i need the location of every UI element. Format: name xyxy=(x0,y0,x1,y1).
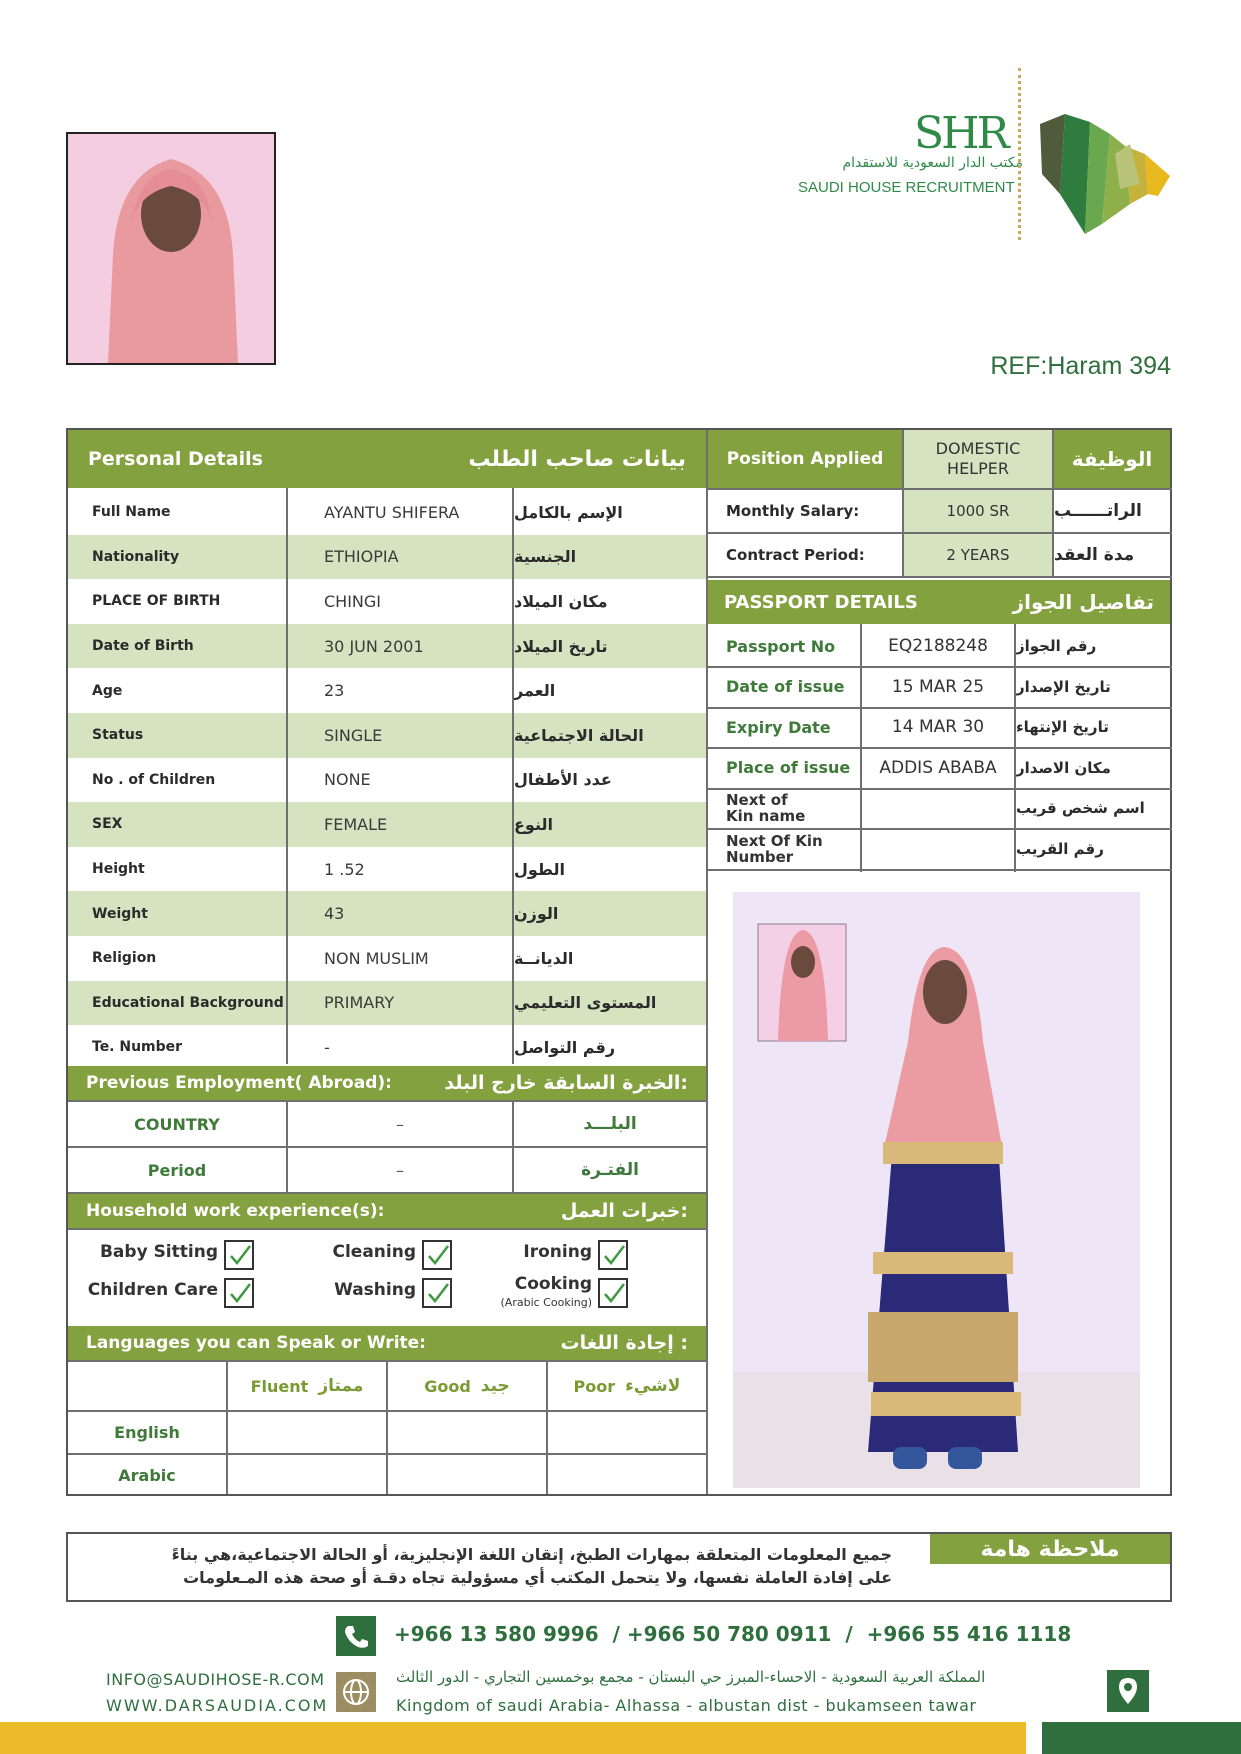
personal-row-arabic: الإسم بالكامل xyxy=(514,502,623,522)
language-level-cell[interactable] xyxy=(548,1412,706,1453)
personal-row-value: 30 JUN 2001 xyxy=(324,636,424,656)
email: INFO@SAUDIHOSE-R.COM xyxy=(106,1670,325,1689)
personal-row-arabic: الحالة الاجتماعية xyxy=(514,725,644,745)
position-label xyxy=(708,430,902,488)
position-row-arabic: الراتــــــب xyxy=(1054,501,1142,521)
household-title-ar: خبرات العمل: xyxy=(560,1200,688,1222)
personal-row-value: NONE xyxy=(324,770,371,790)
passport-row-arabic: اسم شخص قريب xyxy=(1016,799,1145,817)
household-item-sublabel: (Arabic Cooking) xyxy=(500,1296,592,1309)
logo-english-name: SAUDI HOUSE RECRUITMENT xyxy=(798,179,1015,196)
passport-row-value: 15 MAR 25 xyxy=(891,676,985,697)
personal-row-value: 23 xyxy=(324,681,345,701)
position-row-value: 1000 SR xyxy=(904,490,1052,532)
passport-row-value xyxy=(862,788,1014,828)
language-level-cell[interactable] xyxy=(228,1412,386,1453)
prev-employment-arabic: الفتـرة xyxy=(581,1160,639,1180)
position-label-ar-text: الوظيفة xyxy=(1071,447,1153,471)
checkmark-icon xyxy=(602,1281,626,1305)
personal-row-label: PLACE OF BIRTH xyxy=(92,593,221,610)
personal-row-label: Te. Number xyxy=(92,1039,183,1056)
passport-row-label: Expiry Date xyxy=(726,717,831,737)
company-logo xyxy=(780,60,1190,240)
logo-monogram: SHR xyxy=(914,108,1007,159)
household-item-label: Children Care xyxy=(87,1280,218,1300)
divider xyxy=(860,624,862,872)
passport-title-en: PASSPORT DETAILS xyxy=(724,591,918,613)
address-english: Kingdom of saudi Arabia- Alhassa - albustan dist - bukamseen tawar xyxy=(396,1696,977,1715)
language-level-en: Fluent xyxy=(250,1376,309,1396)
language-level-header xyxy=(228,1362,386,1410)
note-title xyxy=(930,1534,1170,1564)
position-row-label: Monthly Salary: xyxy=(726,502,860,520)
footer-bar-yellow xyxy=(0,1722,1026,1754)
personal-row-value: 43 xyxy=(324,904,345,924)
divider xyxy=(512,1100,514,1194)
household-title-en: Household work experience(s): xyxy=(86,1201,385,1221)
personal-row-arabic: الطول xyxy=(514,859,565,879)
household-header xyxy=(68,1194,706,1228)
portrait-figure xyxy=(68,134,274,363)
divider xyxy=(68,1100,706,1102)
phone-numbers: +966 13 580 9996 / +966 50 780 0911 / +966 55 416 1118 xyxy=(394,1622,1072,1646)
personal-details-header xyxy=(68,430,706,488)
logo-dotted-divider xyxy=(1018,68,1021,240)
logo-map-icon xyxy=(1030,84,1190,244)
household-item-label: Ironing xyxy=(523,1242,592,1262)
personal-row-arabic: تاريخ الميلاد xyxy=(514,636,608,656)
previous-employment-title-en: Previous Employment( Abroad): xyxy=(86,1073,392,1093)
personal-details-title-en: Personal Details xyxy=(88,448,263,470)
divider xyxy=(68,1228,706,1230)
full-body-photo xyxy=(733,892,1140,1488)
reference-number: REF:Haram 394 xyxy=(990,352,1171,380)
passport-row-arabic: رقم الجواز xyxy=(1016,637,1097,655)
passport-title-ar: تفاصيل الجواز xyxy=(1012,590,1154,614)
personal-row-label: Height xyxy=(92,861,145,878)
language-level-ar: ممتاز xyxy=(318,1376,364,1396)
personal-row-label: Educational Background xyxy=(92,994,284,1011)
languages-title-en: Languages you can Speak or Write: xyxy=(86,1333,426,1353)
position-label-text: Position Applied xyxy=(726,449,884,469)
passport-row-arabic: مكان الاصدار xyxy=(1016,758,1111,777)
language-level-cell[interactable] xyxy=(388,1412,546,1453)
personal-row-arabic: النوع xyxy=(514,814,553,834)
language-level-cell[interactable] xyxy=(548,1455,706,1496)
divider xyxy=(226,1360,228,1494)
divider xyxy=(512,488,514,1064)
prev-employment-value: – xyxy=(396,1114,404,1134)
full-body-figure xyxy=(733,892,1140,1488)
footer-bar-green xyxy=(1042,1722,1241,1754)
divider xyxy=(286,488,288,1064)
divider xyxy=(706,430,708,1494)
divider xyxy=(546,1360,548,1494)
note-title-text: ملاحظة هامة xyxy=(980,1536,1120,1562)
household-item-label: Baby Sitting xyxy=(99,1242,218,1262)
passport-row-value: ADDIS ABABA xyxy=(879,757,997,778)
language-name: Arabic xyxy=(118,1466,176,1485)
household-item-label: Washing xyxy=(334,1280,416,1300)
prev-employment-label: COUNTRY xyxy=(134,1114,220,1134)
personal-row-label: Religion xyxy=(92,950,157,967)
divider xyxy=(706,576,1172,578)
language-name: English xyxy=(114,1423,180,1442)
position-label-ar xyxy=(1054,430,1170,488)
checkmark-icon xyxy=(602,1243,626,1267)
personal-row-label: Nationality xyxy=(92,548,180,565)
address-arabic: المملكة العربية السعودية - الاحساء-المبرز حي البستان - مجمع بوخمسين التجاري - الدور الثالث xyxy=(396,1668,986,1686)
language-level-ar: جيد xyxy=(480,1376,510,1396)
personal-row-arabic: الديانــة xyxy=(514,948,574,968)
divider xyxy=(902,430,904,578)
languages-title-ar: إجادة اللغات : xyxy=(560,1332,688,1354)
personal-row-label: Status xyxy=(92,727,144,744)
position-value-text: DOMESTIC HELPER xyxy=(935,439,1021,478)
languages-header xyxy=(68,1326,706,1360)
personal-row-value: - xyxy=(324,1037,330,1057)
passport-row-arabic: تاريخ الإصدار xyxy=(1016,677,1111,696)
language-level-header xyxy=(548,1362,706,1410)
passport-row-label: Next Of Kin Number xyxy=(726,831,823,866)
personal-row-label: Date of Birth xyxy=(92,638,194,655)
position-value xyxy=(904,430,1052,488)
website: WWW.DARSAUDIA.COM xyxy=(106,1696,329,1715)
personal-row-arabic: عدد الأطفال xyxy=(514,770,612,790)
household-item-label: Cooking xyxy=(514,1274,592,1294)
personal-row-label: SEX xyxy=(92,816,123,833)
personal-row-arabic: الوزن xyxy=(514,904,559,924)
language-level-cell[interactable] xyxy=(228,1455,386,1496)
personal-row-value: CHINGI xyxy=(324,591,382,611)
language-level-cell[interactable] xyxy=(388,1455,546,1496)
note-line-2: على إفادة العاملة نفسها، ولا يتحمل المكتب أي مسؤولية تجاه دقـة أو صحة هذه المـعلومات xyxy=(183,1568,892,1587)
personal-row-label: Age xyxy=(92,682,123,699)
personal-row-value: 1 .52 xyxy=(324,859,365,879)
position-row-arabic: مدة العقد xyxy=(1054,545,1135,565)
note-line-1: جميع المعلومات المتعلقة بمهارات الطبخ، إتقان اللغة الإنجليزية، أو الحالة الاجتماعية،هي بناءً xyxy=(171,1545,892,1564)
language-level-en: Good xyxy=(424,1376,471,1396)
personal-row-value: SINGLE xyxy=(324,725,383,745)
passport-row-arabic: تاريخ الإنتهاء xyxy=(1016,718,1109,736)
passport-row-label: Date of issue xyxy=(726,677,845,696)
personal-row-label: Full Name xyxy=(92,504,171,521)
passport-details-header xyxy=(708,580,1170,624)
language-level-ar: لاشيء xyxy=(625,1376,681,1396)
personal-row-arabic: الجنسية xyxy=(514,547,577,567)
personal-row-value: NON MUSLIM xyxy=(324,948,429,968)
position-row-label: Contract Period: xyxy=(726,546,865,564)
personal-row-value: AYANTU SHIFERA xyxy=(324,502,460,522)
previous-employment-title-ar: الخبرة السابقة خارج البلد: xyxy=(444,1072,688,1094)
portrait-photo xyxy=(66,132,276,365)
divider xyxy=(1052,430,1054,578)
personal-row-value: PRIMARY xyxy=(324,993,395,1013)
personal-row-label: Weight xyxy=(92,905,148,922)
passport-row-label: Place of issue xyxy=(726,758,851,777)
language-level-en: Poor xyxy=(573,1376,616,1396)
phone-icon xyxy=(336,1616,376,1656)
divider xyxy=(386,1360,388,1494)
household-item-label: Cleaning xyxy=(332,1242,416,1262)
passport-row-value: EQ2188248 xyxy=(888,636,988,656)
household-item-checkbox[interactable] xyxy=(598,1240,628,1270)
location-pin-icon xyxy=(1107,1670,1149,1712)
language-level-header xyxy=(388,1362,546,1410)
passport-row-arabic: رقم القريب xyxy=(1016,839,1104,858)
divider xyxy=(1014,624,1016,872)
personal-row-value: FEMALE xyxy=(324,814,388,834)
personal-row-label: No . of Children xyxy=(92,771,216,788)
passport-row-value: 14 MAR 30 xyxy=(891,717,985,737)
personal-row-arabic: المستوى التعليمي xyxy=(514,993,657,1013)
personal-details-title-ar: بيانات صاحب الطلب xyxy=(468,446,686,472)
prev-employment-value: – xyxy=(396,1160,404,1180)
prev-employment-label: Period xyxy=(147,1160,207,1180)
divider xyxy=(286,1100,288,1194)
passport-row-value xyxy=(862,829,1014,869)
personal-row-arabic: رقم التواصل xyxy=(514,1037,616,1057)
position-row-value: 2 YEARS xyxy=(904,534,1052,576)
household-item-checkbox[interactable] xyxy=(598,1278,628,1308)
personal-row-value: ETHIOPIA xyxy=(324,547,399,567)
logo-arabic-name: مكتب الدار السعودية للاستقدام xyxy=(842,155,1023,171)
previous-employment-header xyxy=(68,1066,706,1100)
passport-row-label: Passport No xyxy=(726,636,836,656)
divider xyxy=(706,869,1172,871)
prev-employment-arabic: البلـــد xyxy=(583,1114,637,1134)
globe-icon xyxy=(336,1672,376,1712)
passport-row-label: Next of Kin name xyxy=(726,791,806,825)
personal-row-arabic: مكان الميلاد xyxy=(514,591,608,611)
personal-row-arabic: العمر xyxy=(514,681,556,701)
